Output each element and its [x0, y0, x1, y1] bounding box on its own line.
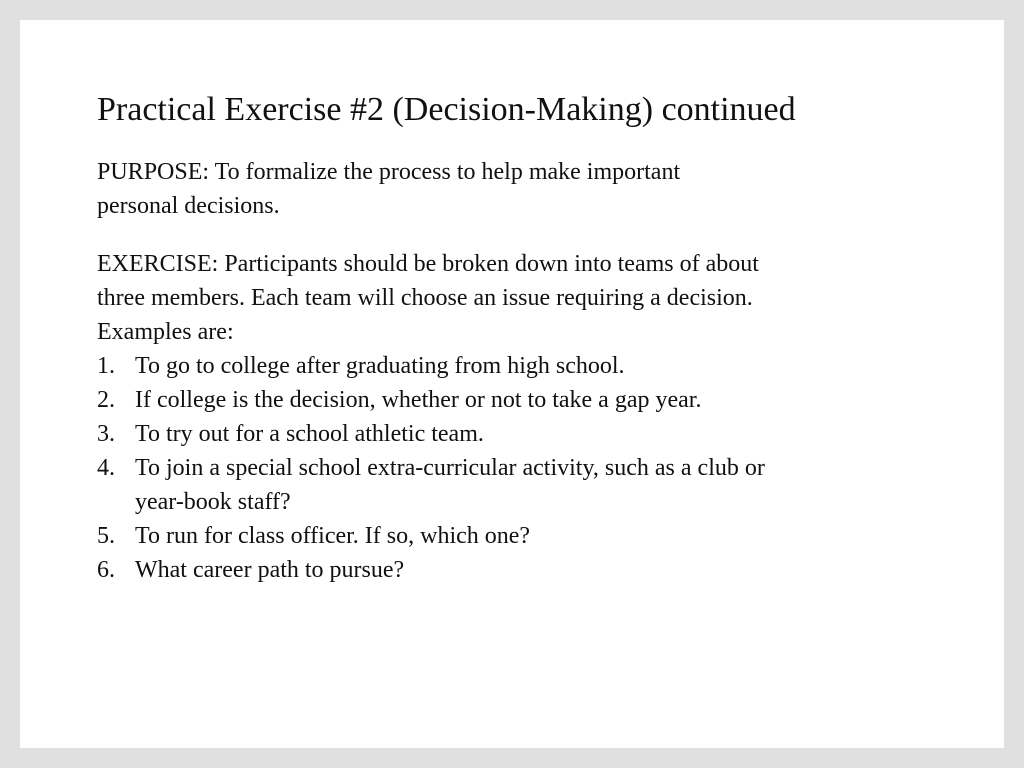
list-item-line: year-book staff?	[135, 489, 291, 515]
purpose-paragraph	[97, 155, 837, 223]
list-item	[97, 349, 917, 383]
list-item-number: 5.	[97, 523, 115, 549]
list-item-number: 4.	[97, 455, 115, 481]
list-item-line: To try out for a school athletic team.	[135, 421, 484, 447]
purpose-line: personal decisions.	[97, 193, 280, 219]
list-item-number: 6.	[97, 557, 115, 583]
exercise-line: EXERCISE: Participants should be broken down into teams of about	[97, 251, 759, 277]
list-item-number: 2.	[97, 387, 115, 413]
list-item-text	[135, 417, 917, 451]
list-item	[97, 417, 917, 451]
examples-list	[97, 349, 917, 587]
list-item-line: To join a special school extra-curricular activity, such as a club or	[135, 455, 765, 481]
list-item	[97, 451, 917, 519]
list-item-number: 3.	[97, 421, 115, 447]
purpose-line: PURPOSE: To formalize the process to help make important	[97, 159, 681, 185]
list-item-text	[135, 383, 917, 417]
list-item	[97, 553, 917, 587]
list-item-line: To go to college after graduating from high school.	[135, 353, 625, 379]
list-item-text	[135, 451, 917, 519]
slide	[20, 20, 1004, 748]
list-item-text	[135, 519, 917, 553]
list-item-line: If college is the decision, whether or not to take a gap year.	[135, 387, 702, 413]
exercise-line: Examples are:	[97, 319, 234, 345]
list-item-line: What career path to pursue?	[135, 557, 405, 583]
list-item-text	[135, 553, 917, 587]
list-item	[97, 519, 917, 553]
list-item-number: 1.	[97, 353, 115, 379]
list-item-line: To run for class officer. If so, which one?	[135, 523, 531, 549]
exercise-section	[97, 247, 917, 587]
slide-title: Practical Exercise #2 (Decision-Making) continued	[97, 91, 796, 128]
exercise-line: three members. Each team will choose an issue requiring a decision.	[97, 285, 753, 311]
list-item	[97, 383, 917, 417]
list-item-text	[135, 349, 917, 383]
